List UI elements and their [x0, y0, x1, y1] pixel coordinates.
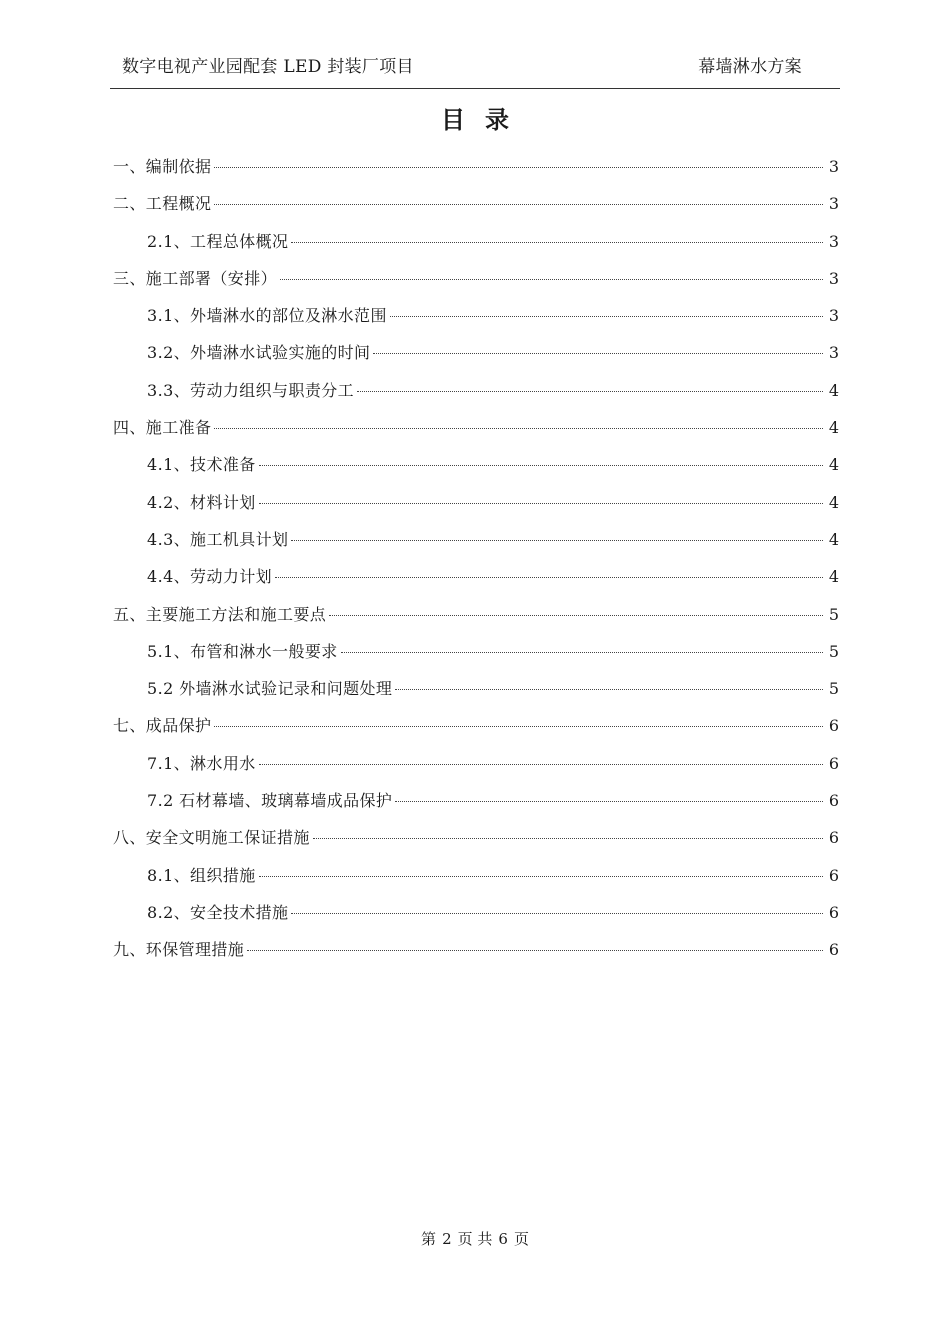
toc-entry-page: 4 [828, 455, 839, 475]
toc-entry-page: 6 [828, 828, 839, 848]
toc-entry-title: 8.1、组织措施 [147, 865, 256, 885]
toc-dot-leader [259, 503, 823, 504]
toc-entry-page: 4 [828, 418, 839, 438]
toc-entry-page: 6 [828, 753, 839, 773]
toc-entry-page: 4 [828, 380, 839, 400]
footer-prefix: 第 [421, 1230, 437, 1248]
toc-entry-title: 二、工程概况 [113, 194, 212, 214]
toc-entry-page: 6 [828, 716, 839, 736]
toc-entry[interactable] [113, 558, 839, 595]
toc-dot-leader [390, 316, 823, 317]
toc-entry[interactable] [113, 745, 839, 782]
toc-entry-title: 4.1、技术准备 [147, 455, 256, 475]
toc-entry[interactable] [113, 633, 839, 670]
toc-entry-page: 3 [828, 343, 839, 363]
toc-entry-page: 6 [828, 865, 839, 885]
toc-entry[interactable] [113, 782, 839, 819]
toc-dot-leader [259, 876, 823, 877]
toc-entry-title: 九、环保管理措施 [113, 940, 245, 960]
toc-dot-leader [291, 540, 823, 541]
toc-entry-title: 七、成品保护 [113, 716, 212, 736]
toc-entry-title: 7.2 石材幕墙、玻璃幕墙成品保护 [147, 791, 393, 811]
toc-dot-leader [291, 913, 823, 914]
toc-entry-page: 5 [828, 604, 839, 624]
toc-dot-leader [329, 615, 823, 616]
header-project-title: 数字电视产业园配套 LED 封装厂项目 [122, 57, 414, 77]
page-footer [0, 1228, 950, 1249]
toc-entry-page: 4 [828, 529, 839, 549]
toc-entry[interactable] [113, 372, 839, 409]
footer-current-page: 2 [442, 1230, 452, 1248]
toc-entry[interactable] [113, 223, 839, 260]
toc-dot-leader [341, 652, 823, 653]
toc-entry-title: 3.2、外墙淋水试验实施的时间 [147, 343, 371, 363]
toc-entry[interactable] [113, 148, 839, 185]
footer-total-pages: 6 [498, 1230, 508, 1248]
toc-dot-leader [357, 391, 823, 392]
toc-entry[interactable] [113, 819, 839, 856]
toc-entry-title: 八、安全文明施工保证措施 [113, 828, 310, 848]
toc-entry-title: 3.1、外墙淋水的部位及淋水范围 [147, 306, 387, 326]
toc-entry-title: 3.3、劳动力组织与职责分工 [147, 380, 355, 400]
toc-entry-page: 6 [828, 791, 839, 811]
toc-entry[interactable] [113, 596, 839, 633]
toc-entry-title: 4.3、施工机具计划 [147, 529, 289, 549]
toc-entry-page: 4 [828, 567, 839, 587]
toc-entry-page: 3 [828, 268, 839, 288]
toc-dot-leader [291, 242, 823, 243]
footer-suffix: 页 [513, 1230, 529, 1248]
toc-entry-title: 2.1、工程总体概况 [147, 231, 289, 251]
toc-dot-leader [313, 838, 823, 839]
toc-dot-leader [214, 726, 823, 727]
toc-entry-title: 5.1、布管和淋水一般要求 [147, 641, 338, 661]
toc-entry-page: 3 [828, 157, 839, 176]
toc-dot-leader [373, 353, 823, 354]
toc-dot-leader [214, 204, 823, 205]
toc-dot-leader [214, 428, 823, 429]
toc-entry-title: 三、施工部署（安排） [113, 268, 278, 288]
toc-entry-title: 五、主要施工方法和施工要点 [113, 604, 327, 624]
toc-dot-leader [275, 577, 823, 578]
toc-entry[interactable] [113, 297, 839, 334]
page-header [110, 48, 840, 89]
footer-mid: 页 共 [457, 1230, 493, 1248]
toc-entry-title: 4.2、材料计划 [147, 492, 256, 512]
toc-dot-leader [395, 689, 823, 690]
toc-dot-leader [247, 950, 823, 951]
toc-entry-page: 3 [828, 306, 839, 326]
toc-entry[interactable] [113, 334, 839, 371]
toc-entry-page: 3 [828, 194, 839, 214]
toc-entry-page: 6 [828, 902, 839, 922]
toc-heading: 目录 [441, 105, 529, 134]
toc-entry-page: 4 [828, 492, 839, 512]
toc-dot-leader [280, 279, 823, 280]
toc-dot-leader [395, 801, 823, 802]
toc-dot-leader [259, 465, 823, 466]
toc-entry[interactable] [113, 857, 839, 894]
toc-entry[interactable] [113, 260, 839, 297]
table-of-contents [113, 148, 839, 969]
toc-entry[interactable] [113, 409, 839, 446]
toc-entry-title: 一、编制依据 [113, 157, 212, 176]
toc-entry[interactable] [113, 446, 839, 483]
toc-entry-page: 5 [828, 641, 839, 661]
toc-entry[interactable] [113, 484, 839, 521]
toc-entry[interactable] [113, 707, 839, 744]
toc-entry-page: 3 [828, 231, 839, 251]
toc-entry-page: 5 [828, 679, 839, 699]
toc-dot-leader [214, 167, 823, 168]
toc-entry-title: 4.4、劳动力计划 [147, 567, 273, 587]
toc-entry[interactable] [113, 670, 839, 707]
toc-entry[interactable] [113, 185, 839, 222]
toc-dot-leader [259, 764, 823, 765]
toc-entry[interactable] [113, 521, 839, 558]
toc-entry[interactable] [113, 894, 839, 931]
toc-entry-title: 7.1、淋水用水 [147, 753, 256, 773]
toc-entry-page: 6 [828, 940, 839, 960]
header-document-title: 幕墙淋水方案 [698, 57, 802, 77]
toc-entry[interactable] [113, 931, 839, 968]
toc-entry-title: 四、施工准备 [113, 418, 212, 438]
toc-entry-title: 5.2 外墙淋水试验记录和问题处理 [147, 679, 393, 699]
toc-entry-title: 8.2、安全技术措施 [147, 902, 289, 922]
